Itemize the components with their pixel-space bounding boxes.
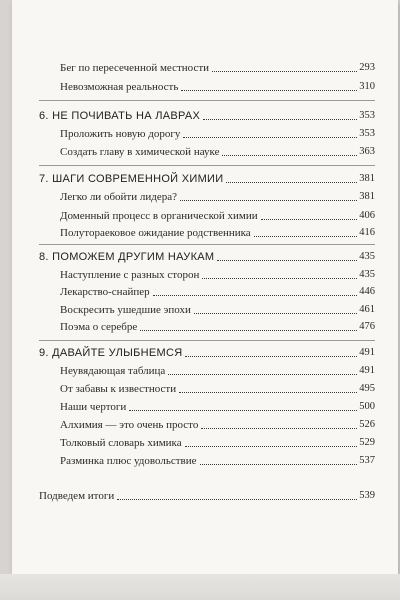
toc-entry: [60, 454, 375, 468]
toc-entry-page: 381: [359, 191, 375, 202]
toc-chapter-page: 491: [359, 347, 375, 358]
dot-leader: [179, 392, 357, 393]
toc-entry: [60, 209, 375, 223]
dot-leader: [194, 313, 357, 314]
dot-leader: [217, 260, 357, 261]
toc-entry: [60, 382, 375, 396]
toc-entry-page: 476: [359, 321, 375, 332]
toc-entry-title: Создать главу в химической науке: [60, 146, 220, 158]
toc-entry-page: 293: [359, 62, 375, 73]
toc-entry-title: Легко ли обойти лидера?: [60, 191, 177, 203]
section-divider: [39, 100, 375, 101]
dot-leader: [153, 295, 358, 296]
toc-entry: [60, 145, 375, 159]
toc-entry-title: Подведем итоги: [39, 490, 115, 502]
dot-leader: [180, 200, 357, 201]
toc-chapter-page: 353: [359, 110, 375, 121]
section-divider: [39, 340, 375, 341]
toc-chapter: [39, 250, 375, 264]
toc-entry-page: 500: [359, 401, 375, 412]
toc-entry-title: Воскресить ушедшие эпохи: [60, 304, 191, 316]
toc-chapter-page: 435: [359, 251, 375, 262]
dot-leader: [185, 446, 358, 447]
toc-entry-page: 406: [359, 210, 375, 221]
toc-entry: [60, 268, 375, 282]
toc-entry: [60, 303, 375, 317]
dot-leader: [129, 410, 357, 411]
toc-entry: [60, 226, 375, 240]
toc-entry-title: Бег по пересеченной местности: [60, 62, 210, 74]
toc-entry: [60, 320, 375, 334]
toc-entry-page: 363: [359, 146, 375, 157]
toc-entry-title: Лекарство-снайпер: [60, 286, 150, 298]
toc-entry-title: Толковый словарь химика: [60, 437, 182, 449]
toc-entry-title: Алхимия — это очень просто: [60, 419, 199, 431]
dot-leader: [254, 236, 358, 237]
toc-entry-title: Наступление с разных сторон: [60, 269, 200, 281]
toc-entry-page: 435: [359, 269, 375, 280]
toc-entry-page: 416: [359, 227, 375, 238]
toc-entry-page: 310: [359, 81, 375, 92]
dot-leader: [181, 90, 357, 91]
dot-leader: [117, 499, 357, 500]
toc-entry: [60, 80, 375, 94]
toc-entry-page: 495: [359, 383, 375, 394]
toc-entry-page: 446: [359, 286, 375, 297]
section-divider: [39, 244, 375, 245]
toc-entry-page: 491: [359, 365, 375, 376]
section-divider: [39, 165, 375, 166]
dot-leader: [168, 374, 357, 375]
toc-entry-page: 353: [359, 128, 375, 139]
toc-entry: [60, 418, 375, 432]
toc-entry: [39, 489, 375, 503]
toc-entry-page: 461: [359, 304, 375, 315]
toc-entry: [60, 127, 375, 141]
dot-leader: [261, 219, 358, 220]
dot-leader: [140, 330, 357, 331]
toc-entry-title: От забавы к известности: [60, 383, 177, 395]
toc-entry-title: Поэма о серебре: [60, 321, 138, 333]
toc-entry: [60, 285, 375, 299]
dot-leader: [212, 71, 357, 72]
toc-entry-page: 526: [359, 419, 375, 430]
toc-chapter-title: 8. ПОМОЖЕМ ДРУГИМ НАУКАМ: [39, 251, 215, 263]
toc-chapter: [39, 346, 375, 360]
toc-entry-title: Доменный процесс в органической химии: [60, 210, 258, 222]
dot-leader: [226, 182, 357, 183]
toc-entry-title: Разминка плюс удовольствие: [60, 455, 197, 467]
toc-entry-title: Проложить новую дорогу: [60, 128, 181, 140]
toc-entry-page: 539: [359, 490, 375, 501]
toc-entry-title: Наши чертоги: [60, 401, 127, 413]
toc-entry: [60, 436, 375, 450]
toc-chapter: [39, 172, 375, 186]
toc-entry-page: 529: [359, 437, 375, 448]
toc-entry: [60, 364, 375, 378]
toc-entry: [60, 400, 375, 414]
dot-leader: [200, 464, 358, 465]
dot-leader: [185, 356, 357, 357]
dot-leader: [201, 428, 357, 429]
toc-entry: [60, 61, 375, 75]
toc-chapter: [39, 109, 375, 123]
toc-chapter-title: 9. ДАВАЙТЕ УЛЫБНЕМСЯ: [39, 347, 183, 359]
toc-entry: [60, 190, 375, 204]
toc-chapter-title: 6. НЕ ПОЧИВАТЬ НА ЛАВРАХ: [39, 110, 201, 122]
dot-leader: [183, 137, 357, 138]
toc-chapter-title: 7. ШАГИ СОВРЕМЕННОЙ ХИМИИ: [39, 173, 224, 185]
toc-entry-title: Полутораековое ожидание родственника: [60, 227, 251, 239]
toc-chapter-page: 381: [359, 173, 375, 184]
dot-leader: [222, 155, 357, 156]
dot-leader: [203, 119, 357, 120]
toc-entry-title: Неувядающая таблица: [60, 365, 166, 377]
toc-entry-title: Невозможная реальность: [60, 81, 179, 93]
toc-entry-page: 537: [359, 455, 375, 466]
dot-leader: [202, 278, 357, 279]
